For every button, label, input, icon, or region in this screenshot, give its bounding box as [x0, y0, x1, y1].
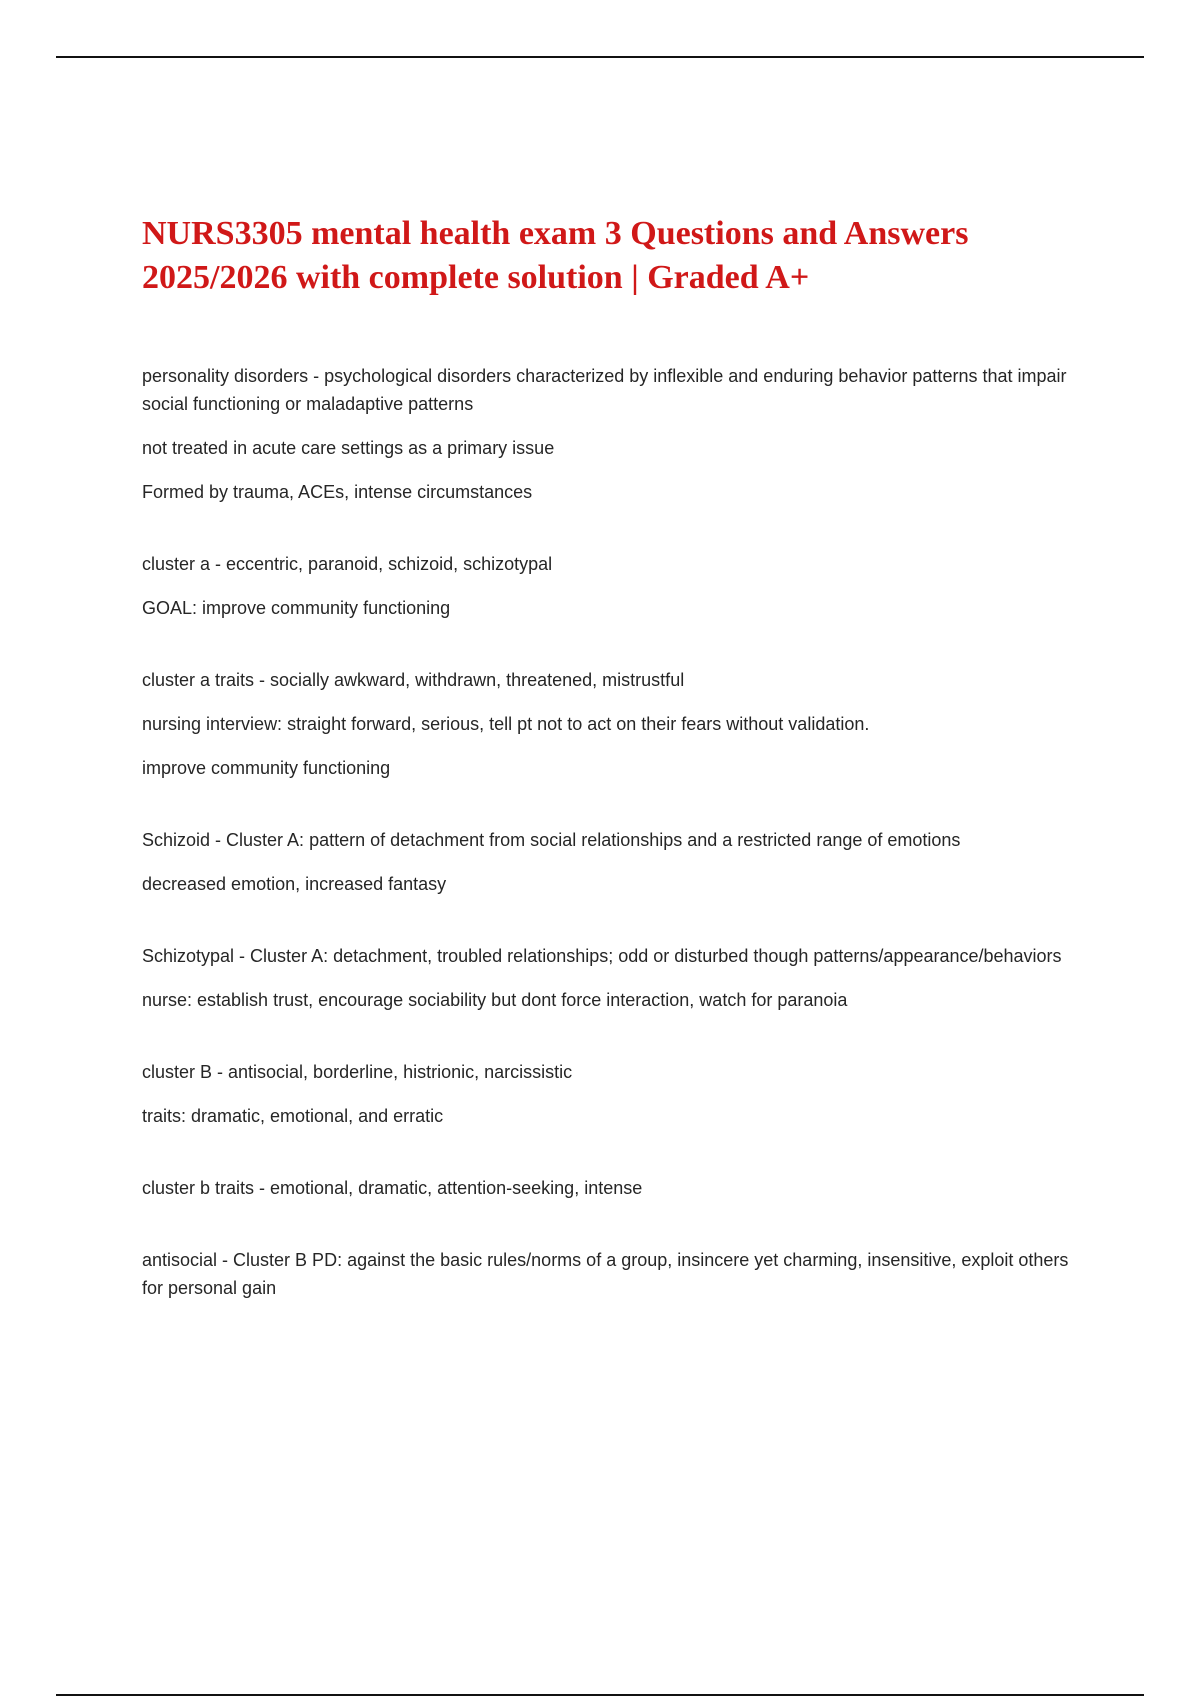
- entry-line: Schizoid - Cluster A: pattern of detachment from social relationships and a restricted range of emotions: [142, 830, 961, 850]
- entry-schizotypal: [142, 942, 1072, 1014]
- entry-line: Schizotypal - Cluster A: detachment, troubled relationships; odd or disturbed though patterns/appearance/behaviors: [142, 946, 1062, 966]
- entry-line: cluster b traits - emotional, dramatic, attention-seeking, intense: [142, 1178, 643, 1198]
- entry-line: personality disorders - psychological disorders characterized by inflexible and enduring behavior patterns that impair social functioning or maladaptive patterns: [142, 366, 1067, 414]
- entry-line: improve community functioning: [142, 758, 391, 778]
- entry-line: decreased emotion, increased fantasy: [142, 874, 447, 894]
- entry-line: GOAL: improve community functioning: [142, 598, 451, 618]
- entry-cluster-a-traits: [142, 666, 1072, 782]
- document-title: [142, 212, 1072, 300]
- entry-line: cluster B - antisocial, borderline, histrionic, narcissistic: [142, 1062, 573, 1082]
- entry-schizoid: [142, 826, 1072, 898]
- document-body: [142, 362, 1072, 1346]
- entry-cluster-b: [142, 1058, 1072, 1130]
- bottom-rule: [56, 1694, 1144, 1696]
- entry-line: antisocial - Cluster B PD: against the basic rules/norms of a group, insincere yet charming, insensitive, exploit others for personal gain: [142, 1250, 1069, 1298]
- entry-line: nurse: establish trust, encourage sociability but dont force interaction, watch for paranoia: [142, 990, 848, 1010]
- title-line-1: NURS3305 mental health exam 3 Questions and Answers: [142, 215, 969, 252]
- title-line-2: 2025/2026 with complete solution | Graded A+: [142, 259, 810, 296]
- entry-antisocial: [142, 1246, 1072, 1302]
- entry-line: not treated in acute care settings as a primary issue: [142, 438, 555, 458]
- entry-line: nursing interview: straight forward, serious, tell pt not to act on their fears without validation.: [142, 714, 870, 734]
- entry-cluster-a: [142, 550, 1072, 622]
- entry-line: traits: dramatic, emotional, and erratic: [142, 1106, 444, 1126]
- entry-personality-disorders: [142, 362, 1072, 506]
- entry-cluster-b-traits: [142, 1174, 1072, 1202]
- entry-line: cluster a traits - socially awkward, withdrawn, threatened, mistrustful: [142, 670, 685, 690]
- top-rule: [56, 56, 1144, 58]
- entry-line: Formed by trauma, ACEs, intense circumstances: [142, 482, 533, 502]
- entry-line: cluster a - eccentric, paranoid, schizoid, schizotypal: [142, 554, 553, 574]
